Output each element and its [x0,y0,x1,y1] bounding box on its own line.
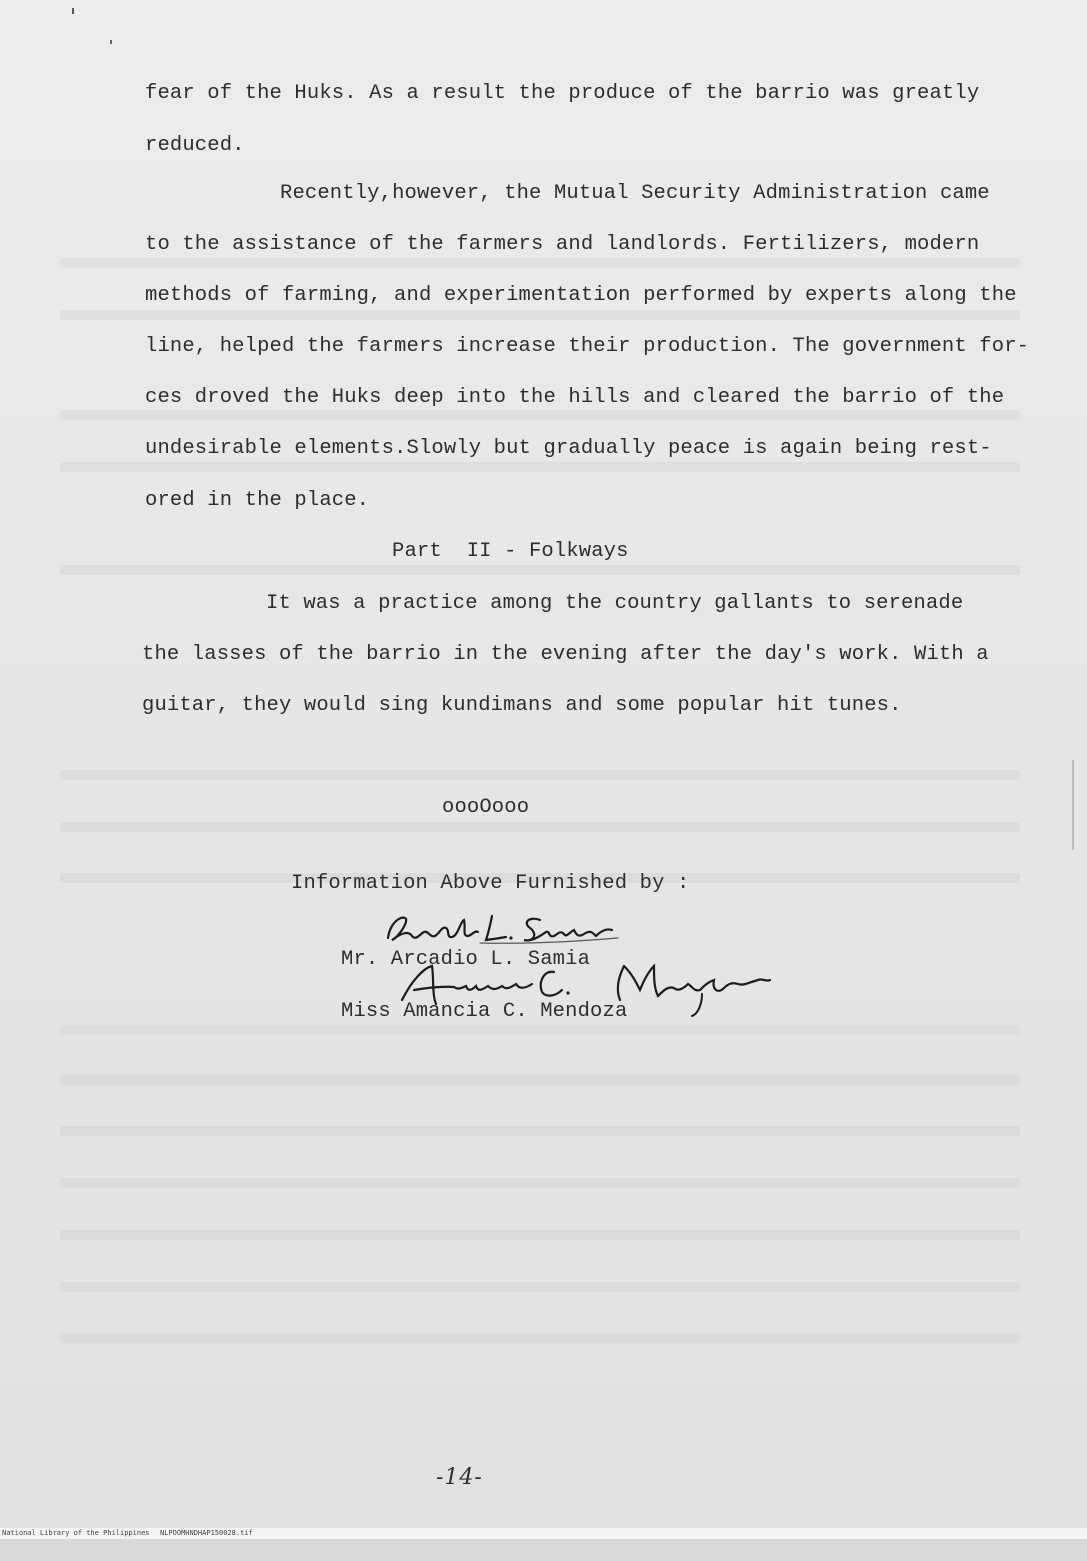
informant-name: Mr. Arcadio L. Samia [341,948,591,971]
body-text-line: It was a practice among the country gallants to serenade [266,592,964,615]
bleed-through-line [60,770,1020,780]
bleed-through-line [60,310,1020,320]
page-number: -14- [436,1465,483,1490]
bleed-through-line [60,258,1020,268]
bleed-through-line [60,822,1020,832]
body-text-line: methods of farming, and experimentation performed by experts along the [145,284,1017,307]
body-text-line: line, helped the farmers increase their production. The government for- [145,335,1030,358]
scan-speck [1072,760,1074,850]
footer-library-label: National Library of the Philippines [2,1529,150,1537]
scan-speck [72,8,74,14]
bleed-through-line [60,1075,1020,1085]
body-text-line: to the assistance of the farmers and landlords. Fertilizers, modern [145,233,980,256]
body-text-line: fear of the Huks. As a result the produce of the barrio was greatly [145,82,980,105]
body-text-line: ored in the place. [145,489,370,512]
bleed-through-line [60,1333,1020,1343]
bleed-through-line [60,565,1020,575]
section-heading: Part II - Folkways [392,540,629,563]
bleed-through-line [60,462,1020,472]
footer-filename: NLPOOMHNDHAP150028.tif [160,1529,253,1537]
scan-footer [0,1528,1087,1539]
body-text-line: undesirable elements.Slowly but gradually peace is again being rest- [145,437,992,460]
furnished-by-label: Information Above Furnished by : [291,872,690,895]
body-text-line: guitar, they would sing kundimans and some popular hit tunes. [142,694,902,717]
bleed-through-line [60,1126,1020,1136]
bleed-through-line [60,1230,1020,1240]
body-text-line: the lasses of the barrio in the evening after the day's work. With a [142,643,989,666]
bleed-through-line [60,1282,1020,1292]
bleed-through-line [60,1025,1020,1035]
scan-speck [110,40,112,44]
body-text-line: reduced. [145,134,245,157]
bleed-through-line [60,1178,1020,1188]
body-text-line: ces droved the Huks deep into the hills and cleared the barrio of the [145,386,1005,409]
informant-name: Miss Amancia C. Mendoza [341,1000,628,1023]
body-text-line: Recently,however, the Mutual Security Administration came [280,182,990,205]
signature-amancia-mendoza [392,960,777,1022]
bleed-through-line [60,410,1020,420]
signature-arcadio-samia [380,908,630,953]
separator-mark: oooOooo [442,796,530,819]
